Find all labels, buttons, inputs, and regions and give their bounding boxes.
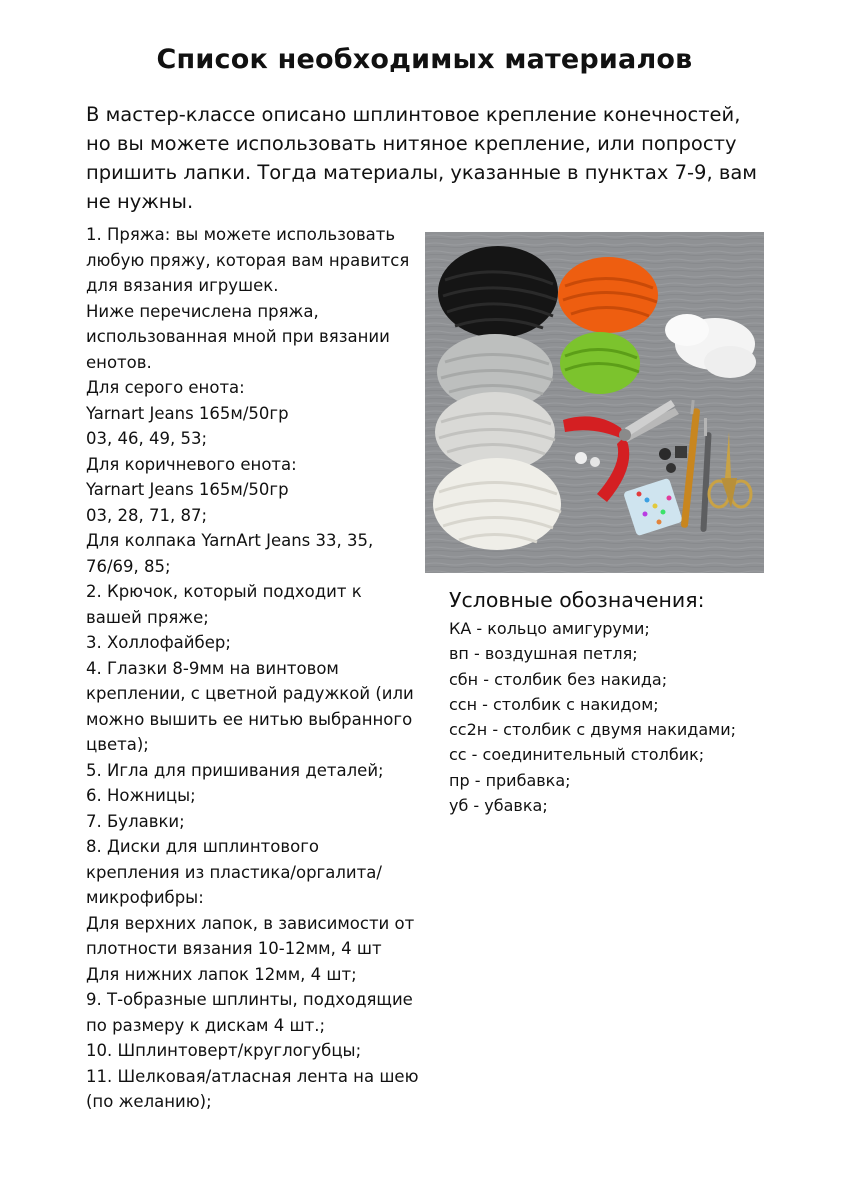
materials-photo-illustration [425, 232, 764, 573]
materials-line: для вязания игрушек. [86, 276, 279, 295]
materials-line: по размеру к дискам 4 шт.; [86, 1015, 326, 1035]
materials-line: микрофибры: [86, 888, 204, 907]
materials-line: Yarnart Jeans 165м/50гр [86, 403, 289, 423]
materials-line: 4. Глазки 8-9мм на винтовом [86, 658, 339, 678]
materials-line: Для коричневого енота: [86, 454, 297, 474]
materials-line: вашей пряже; [86, 607, 209, 627]
materials-photo [425, 232, 764, 573]
materials-line: плотности вязания 10-12мм, 4 шт [86, 939, 382, 958]
legend-item: пр - прибавка; [449, 770, 571, 790]
materials-line: Для серого енота: [86, 378, 245, 397]
materials-line: 8. Диски для шплинтового [86, 837, 319, 856]
intro-line: не нужны. [86, 190, 194, 213]
legend-list [449, 616, 779, 818]
green-yarn-ball [560, 332, 640, 394]
materials-line: Для нижних лапок 12мм, 4 шт; [86, 964, 357, 984]
intro-line: пришить лапки. Тогда материалы, указанные в пунктах 7-9, вам [86, 161, 757, 184]
materials-line: 11. Шелковая/атласная лента на шею [86, 1066, 419, 1086]
materials-line: 6. Ножницы; [86, 786, 196, 805]
materials-line: 7. Булавки; [86, 811, 185, 831]
materials-line: 10. Шплинтоверт/круглогубцы; [86, 1041, 362, 1060]
materials-line: использованная мной при вязании [86, 327, 390, 346]
materials-line: крепления из пластика/оргалита/ [86, 862, 382, 882]
intro-line: но вы можете использовать нитяное крепление, или попросту [86, 132, 737, 155]
legend-item: сбн - столбик без накида; [449, 669, 668, 689]
materials-line: 1. Пряжа: вы можете использовать [86, 225, 396, 244]
legend-item: сс2н - столбик с двумя накидами; [449, 720, 737, 740]
materials-line: Ниже перечислена пряжа, [86, 301, 319, 321]
materials-line: цвета); [86, 735, 149, 754]
legend-item: вп - воздушная петля; [449, 644, 638, 664]
legend-title: Условные обозначения: [449, 588, 705, 612]
materials-line: 03, 28, 71, 87; [86, 505, 208, 525]
legend-item: сс - соединительный столбик; [449, 745, 705, 765]
materials-line: можно вышить ее нитью выбранного [86, 709, 413, 729]
materials-line: енотов. [86, 352, 152, 372]
page-title: Список необходимых материалов [156, 44, 693, 75]
legend-item: ссн - столбик с накидом; [449, 694, 659, 714]
intro-paragraph [86, 100, 776, 216]
materials-line: 03, 46, 49, 53; [86, 429, 208, 448]
intro-line: В мастер-классе описано шплинтовое крепление конечностей, [86, 103, 741, 126]
legend-item: уб - убавка; [449, 796, 548, 816]
materials-line: 3. Холлофайбер; [86, 633, 231, 652]
materials-line: креплении, с цветной радужкой (или [86, 684, 414, 703]
materials-line: Для верхних лапок, в зависимости от [86, 913, 415, 933]
black-yarn-ball [438, 246, 558, 338]
legend-item: КА - кольцо амигуруми; [449, 619, 650, 638]
materials-line: 5. Игла для пришивания деталей; [86, 760, 384, 780]
cream-yarn-ball [433, 458, 561, 550]
materials-line: (по желанию); [86, 1092, 212, 1111]
materials-line: 76/69, 85; [86, 556, 171, 576]
materials-line: Yarnart Jeans 165м/50гр [86, 480, 289, 499]
materials-list [86, 222, 436, 1115]
orange-yarn-ball [558, 257, 658, 333]
materials-line: 2. Крючок, который подходит к [86, 582, 362, 601]
materials-line: 9. Т-образные шплинты, подходящие [86, 990, 413, 1009]
materials-line: Для колпака YarnArt Jeans 33, 35, [86, 531, 374, 550]
materials-line: любую пряжу, которая вам нравится [86, 250, 410, 270]
